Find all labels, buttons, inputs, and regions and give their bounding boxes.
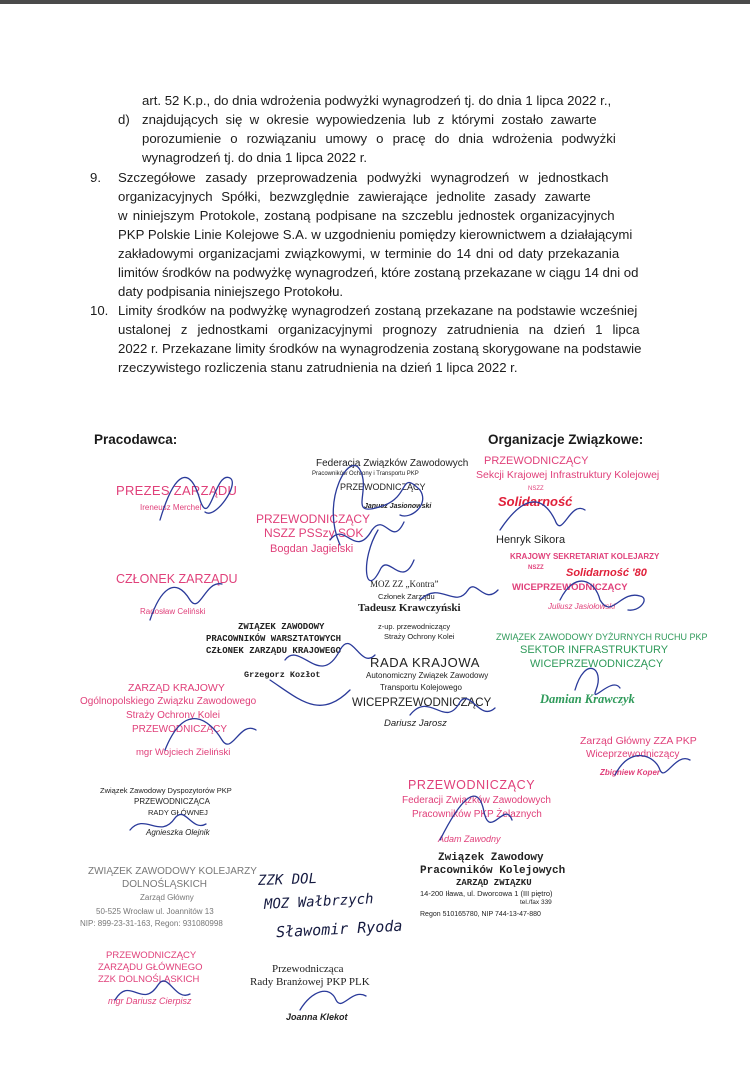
item-10-line: 2022 r. Przekazane limity środków na wynagrodzenia zostaną skorygowane na podstawie xyxy=(118,341,642,356)
item-9-marker: 9. xyxy=(90,170,101,185)
item-10-line: rzeczywistego rozliczenia stanu zatrudnienia na dzień 1 lipca 2022 r. xyxy=(118,360,518,375)
item-9-line: limitów środków na podwyżkę wynagrodzeń, które zostaną przekazane w ciągu 14 dni od xyxy=(118,265,639,280)
item-10-line: ustalonej z jednostkami organizacyjnymi prognozy zatrudnienia na dzień 1 lipca xyxy=(118,322,640,337)
item-d-line: porozumienie o rozwiązaniu umowy o pracę do dnia wdrożenia podwyżki xyxy=(142,131,616,146)
employer-heading: Pracodawca: xyxy=(94,432,178,447)
item-10-marker: 10. xyxy=(90,303,109,318)
item-d-marker: d) xyxy=(118,112,130,127)
signature-klekot xyxy=(300,991,366,1010)
item-9-line: PKP Polskie Linie Kolejowe S.A. w uzgodnieniu pomiędzy kierownictwem a działającymi xyxy=(118,227,633,242)
signature-krawczyk xyxy=(575,668,620,694)
item-9-line: w niniejszym Protokole, zostaną podpisane na szczeblu jednostek organizacyjnych xyxy=(118,208,615,223)
item-9-line: daty podpisania niniejszego Protokołu. xyxy=(118,284,344,299)
item-10-line: Limity środków na podwyżkę wynagrodzeń zostaną przekazane na podstawie wcześniej xyxy=(118,303,638,318)
unions-heading: Organizacje Związkowe: xyxy=(488,432,644,447)
item-c-continuation: art. 52 K.p., do dnia wdrożenia podwyżki wynagrodzeń tj. do dnia 1 lipca 2022 r., xyxy=(142,93,612,108)
item-9-line: organizacyjnych Spółki, bezwzględnie zawierające jednolite zasady zawarte xyxy=(118,189,591,204)
item-d-line: wynagrodzeń tj. do dnia 1 lipca 2022 r. xyxy=(142,150,368,165)
signature-kozlot-2 xyxy=(270,680,350,705)
item-9-line: zakładowymi organizacjami związkowymi, w terminie do 14 dni od daty przekazania xyxy=(118,246,620,261)
window-top-bar xyxy=(0,0,750,4)
item-d-line: znajdujących się w okresie wypowiedzenia lub z którymi zostało zawarte xyxy=(142,112,597,127)
item-9-line: Szczegółowe zasady przeprowadzenia podwyżki wynagrodzeń w jednostkach xyxy=(118,170,609,185)
signature-jagielski-loop xyxy=(366,530,414,581)
